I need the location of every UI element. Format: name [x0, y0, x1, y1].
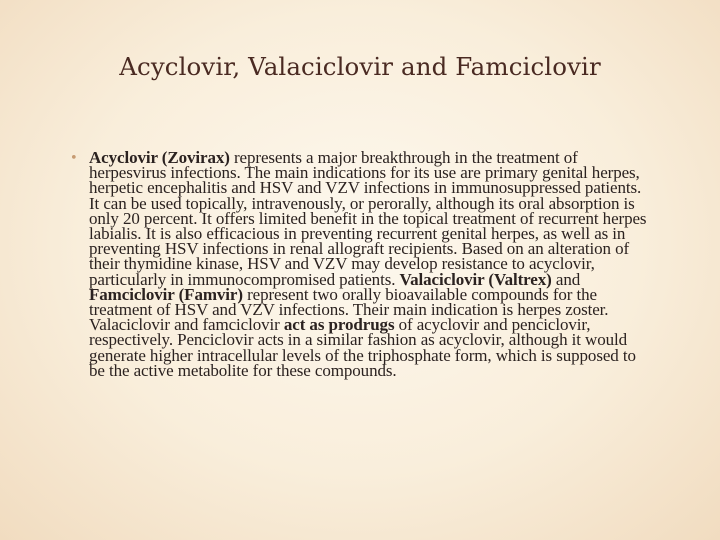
drug-name-famciclovir: Famciclovir (Famvir) [89, 284, 243, 304]
bullet-icon: • [70, 151, 78, 166]
bullet-paragraph [89, 150, 655, 378]
paragraph-text: of acyclovir and penciclovir, respectively. Penciclovir acts in a similar fashion as acyclovir, although it would generate higher intracellular levels of the triphosphate form, which is supposed to be the active metabolite for these compounds. [89, 315, 636, 380]
emphasis-prodrugs: act as prodrugs [283, 315, 395, 335]
drug-name-acyclovir: Acyclovir (Zovirax) [89, 148, 230, 167]
bullet-item [70, 150, 655, 378]
slide-body [70, 150, 655, 378]
paragraph-text: represent two orally bioavailable compounds for the treatment of HSV and VZV infections. Their main indication is herpes zoster. Valaciclovir and famciclovir [89, 284, 609, 335]
paragraph-text: represents a major breakthrough in the treatment of herpesvirus infections. The main indications for its use are primary genital herpes, herpetic encephalitis and HSV and VZV infections in immunosuppressed patients. It can be used topically, intravenously, or perorally, although its oral absorption is only 20 percent. It offers limited benefit in the topical treatment of recurrent herpes labialis. It is also efficacious in preventing recurrent genital herpes, as well as in preventing HSV infections in renal allograft recipients. Based on an alteration of their thymidine kinase, HSV and VZV may develop resistance to acyclovir, particularly in immunocompromised patients. [89, 148, 647, 289]
slide-title: Acyclovir, Valaciclovir and Famciclovir [119, 52, 601, 81]
paragraph-text: and [551, 269, 581, 289]
drug-name-valaciclovir: Valaciclovir (Valtrex) [399, 269, 552, 289]
